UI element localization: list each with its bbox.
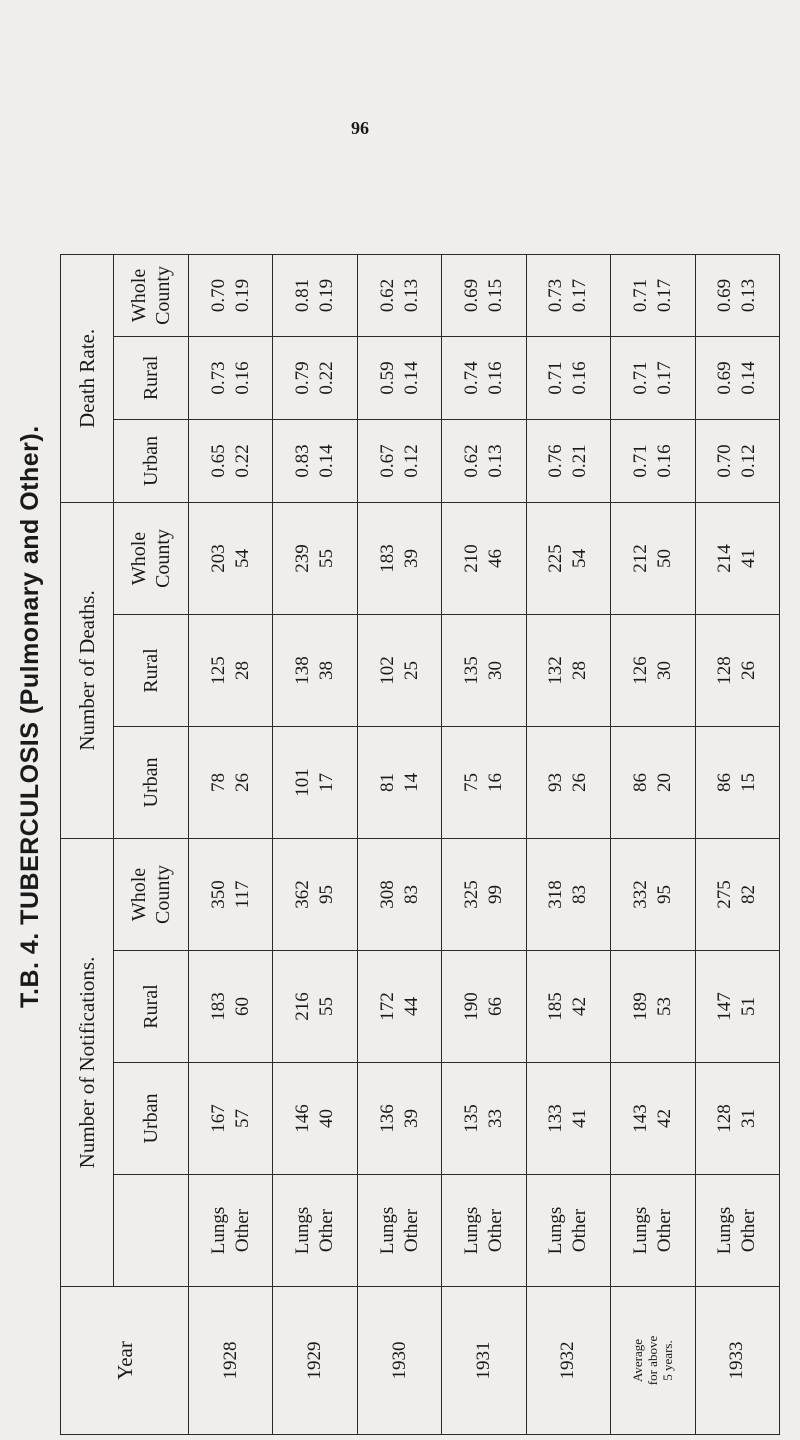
rate-urban-cell: 0.76 0.21: [526, 419, 610, 502]
kind-cell: Lungs Other: [189, 1175, 273, 1287]
table-row: [189, 254, 273, 1434]
rate-rural-cell: 0.73 0.16: [189, 336, 273, 419]
notif-urban-cell: 135 33: [442, 1063, 526, 1175]
year-cell: 1929: [273, 1287, 357, 1435]
rate-urban-cell: 0.62 0.13: [442, 419, 526, 502]
rate-rural-cell: 0.59 0.14: [357, 336, 441, 419]
deaths-header: Number of Deaths.: [61, 502, 114, 838]
notif-urban-cell: 143 42: [611, 1063, 695, 1175]
notif-urban-header: Urban: [114, 1063, 189, 1175]
rotated-table: [60, 255, 780, 1435]
header-row-subcolumns: [114, 254, 189, 1434]
deaths-rural-cell: 132 28: [526, 614, 610, 726]
death-rate-header: Death Rate.: [61, 254, 114, 502]
rate-urban-cell: 0.70 0.12: [695, 419, 779, 502]
rate-urban-cell: 0.83 0.14: [273, 419, 357, 502]
table-row: [357, 254, 441, 1434]
notif-rural-cell: 185 42: [526, 951, 610, 1063]
deaths-whole-cell: 210 46: [442, 502, 526, 614]
notif-whole-cell: 308 83: [357, 838, 441, 950]
deaths-rural-cell: 128 26: [695, 614, 779, 726]
table-row-average: [611, 254, 695, 1434]
notif-whole-cell: 275 82: [695, 838, 779, 950]
rate-rural-header: Rural: [114, 336, 189, 419]
deaths-urban-cell: 86 20: [611, 726, 695, 838]
rate-whole-cell: 0.69 0.15: [442, 254, 526, 336]
notif-urban-cell: 133 41: [526, 1063, 610, 1175]
year-cell-average: Average for above 5 years.: [611, 1287, 695, 1435]
rate-urban-header: Urban: [114, 419, 189, 502]
table-container: [60, 255, 780, 1435]
kind-cell: Lungs Other: [611, 1175, 695, 1287]
year-cell: 1932: [526, 1287, 610, 1435]
deaths-whole-header: Whole County: [114, 502, 189, 614]
kind-cell: Lungs Other: [526, 1175, 610, 1287]
deaths-rural-cell: 102 25: [357, 614, 441, 726]
kind-cell: Lungs Other: [357, 1175, 441, 1287]
deaths-urban-cell: 75 16: [442, 726, 526, 838]
rate-whole-cell: 0.70 0.19: [189, 254, 273, 336]
notif-rural-cell: 172 44: [357, 951, 441, 1063]
rate-whole-cell: 0.69 0.13: [695, 254, 779, 336]
header-row-groups: [61, 254, 114, 1434]
page-number: 96: [351, 118, 369, 138]
deaths-whole-cell: 183 39: [357, 502, 441, 614]
deaths-whole-cell: 225 54: [526, 502, 610, 614]
deaths-whole-cell: 212 50: [611, 502, 695, 614]
table-title: T.B. 4. TUBERCULOSIS (Pulmonary and Other).: [16, 425, 44, 1008]
year-cell: 1933: [695, 1287, 779, 1435]
kind-cell: Lungs Other: [442, 1175, 526, 1287]
rate-rural-cell: 0.69 0.14: [695, 336, 779, 419]
notifications-header: Number of Notifications.: [61, 838, 114, 1286]
deaths-rural-cell: 126 30: [611, 614, 695, 726]
kind-cell: Lungs Other: [273, 1175, 357, 1287]
rate-rural-cell: 0.79 0.22: [273, 336, 357, 419]
table-row: [442, 254, 526, 1434]
rate-urban-cell: 0.67 0.12: [357, 419, 441, 502]
year-cell: 1928: [189, 1287, 273, 1435]
rate-rural-cell: 0.71 0.16: [526, 336, 610, 419]
rate-urban-cell: 0.65 0.22: [189, 419, 273, 502]
deaths-urban-cell: 101 17: [273, 726, 357, 838]
notif-rural-cell: 216 55: [273, 951, 357, 1063]
notif-rural-cell: 183 60: [189, 951, 273, 1063]
deaths-whole-cell: 203 54: [189, 502, 273, 614]
deaths-urban-cell: 93 26: [526, 726, 610, 838]
kind-header: [114, 1175, 189, 1287]
notif-whole-cell: 318 83: [526, 838, 610, 950]
deaths-urban-header: Urban: [114, 726, 189, 838]
rate-whole-cell: 0.62 0.13: [357, 254, 441, 336]
rate-urban-cell: 0.71 0.16: [611, 419, 695, 502]
table-row: [695, 254, 779, 1434]
year-header: Year: [61, 1287, 189, 1435]
rate-rural-cell: 0.71 0.17: [611, 336, 695, 419]
table-row: [526, 254, 610, 1434]
deaths-whole-cell: 239 55: [273, 502, 357, 614]
rate-whole-cell: 0.73 0.17: [526, 254, 610, 336]
notif-rural-cell: 189 53: [611, 951, 695, 1063]
year-cell: 1931: [442, 1287, 526, 1435]
deaths-rural-header: Rural: [114, 614, 189, 726]
notif-whole-cell: 332 95: [611, 838, 695, 950]
rate-whole-cell: 0.81 0.19: [273, 254, 357, 336]
notif-whole-header: Whole County: [114, 838, 189, 950]
year-cell: 1930: [357, 1287, 441, 1435]
notif-rural-cell: 147 51: [695, 951, 779, 1063]
notif-urban-cell: 128 31: [695, 1063, 779, 1175]
rate-whole-header: Whole County: [114, 254, 189, 336]
deaths-whole-cell: 214 41: [695, 502, 779, 614]
notif-urban-cell: 136 39: [357, 1063, 441, 1175]
tuberculosis-table: [60, 254, 780, 1435]
notif-whole-cell: 350 117: [189, 838, 273, 950]
deaths-rural-cell: 138 38: [273, 614, 357, 726]
notif-urban-cell: 146 40: [273, 1063, 357, 1175]
notif-rural-cell: 190 66: [442, 951, 526, 1063]
deaths-urban-cell: 86 15: [695, 726, 779, 838]
deaths-rural-cell: 125 28: [189, 614, 273, 726]
rate-whole-cell: 0.71 0.17: [611, 254, 695, 336]
notif-rural-header: Rural: [114, 951, 189, 1063]
deaths-rural-cell: 135 30: [442, 614, 526, 726]
notif-whole-cell: 362 95: [273, 838, 357, 950]
notif-whole-cell: 325 99: [442, 838, 526, 950]
table-row: [273, 254, 357, 1434]
kind-cell: Lungs Other: [695, 1175, 779, 1287]
deaths-urban-cell: 78 26: [189, 726, 273, 838]
deaths-urban-cell: 81 14: [357, 726, 441, 838]
notif-urban-cell: 167 57: [189, 1063, 273, 1175]
rate-rural-cell: 0.74 0.16: [442, 336, 526, 419]
